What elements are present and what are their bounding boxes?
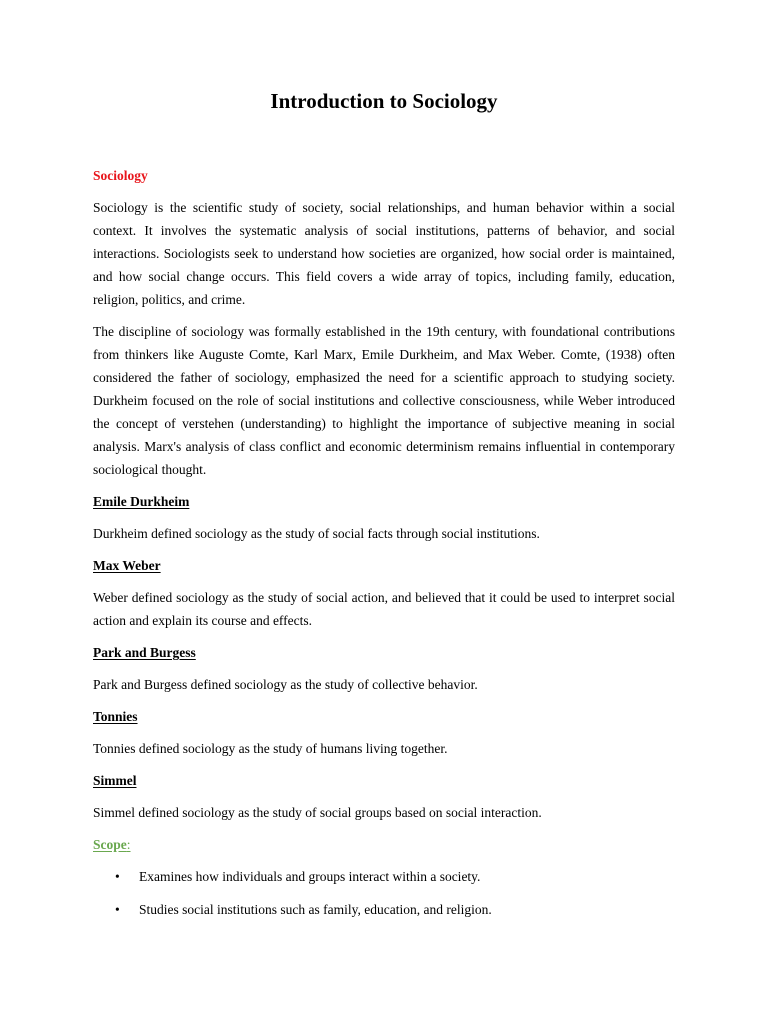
scope-item-text: Examines how individuals and groups interact within a society.: [139, 869, 481, 884]
park-burgess-definition: Park and Burgess defined sociology as the study of collective behavior.: [93, 677, 478, 692]
list-item: [93, 865, 675, 888]
weber-heading-text: Max Weber: [93, 558, 161, 573]
durkheim-heading: [93, 490, 675, 513]
sociology-heading: Sociology: [93, 168, 148, 183]
durkheim-definition: Durkheim defined sociology as the study of social facts through social institutions.: [93, 526, 540, 541]
simmel-heading: [93, 769, 675, 792]
scope-heading-colon: :: [126, 837, 131, 852]
bullet-icon: •: [115, 869, 120, 884]
durkheim-heading-text: Emile Durkheim: [93, 494, 190, 509]
scope-heading-text: Scope: [93, 837, 127, 852]
list-item: [93, 898, 675, 921]
simmel-heading-text: Simmel: [93, 773, 137, 788]
simmel-definition: Simmel defined sociology as the study of social groups based on social interaction.: [93, 805, 542, 820]
tonnies-heading-text: Tonnies: [93, 709, 138, 724]
park-burgess-heading-text: Park and Burgess: [93, 645, 196, 660]
bullet-icon: •: [115, 902, 120, 917]
tonnies-definition: Tonnies defined sociology as the study of humans living together.: [93, 741, 448, 756]
sociology-paragraph-1: Sociology is the scientific study of society, social relationships, and human behavior within a social context. It involves the systematic analysis of social institutions, patterns of behavior, and social interactions. Sociologists seek to understand how societies are organized, how social order is maintained, and how social change occurs. This field covers a wide array of topics, including family, education, religion, politics, and crime.: [93, 200, 675, 307]
weber-definition: Weber defined sociology as the study of social action, and believed that it could be used to interpret social action and explain its course and effects.: [93, 590, 675, 628]
weber-heading: [93, 554, 675, 577]
scope-list: [93, 865, 675, 921]
scope-item-text: Studies social institutions such as family, education, and religion.: [139, 902, 492, 917]
sociology-paragraph-2: The discipline of sociology was formally established in the 19th century, with foundational contributions from thinkers like Auguste Comte, Karl Marx, Emile Durkheim, and Max Weber. Comte, (1938) often considered the father of sociology, emphasized the need for a scientific approach to studying society. Durkheim focused on the role of social institutions and collective consciousness, while Weber introduced the concept of verstehen (understanding) to highlight the importance of subjective meaning in social analysis. Marx's analysis of class conflict and economic determinism remains influential in contemporary sociological thought.: [93, 324, 675, 477]
document-body: [93, 164, 675, 931]
document-title: Introduction to Sociology: [270, 89, 498, 113]
scope-heading: [93, 833, 675, 856]
tonnies-heading: [93, 705, 675, 728]
park-burgess-heading: [93, 641, 675, 664]
